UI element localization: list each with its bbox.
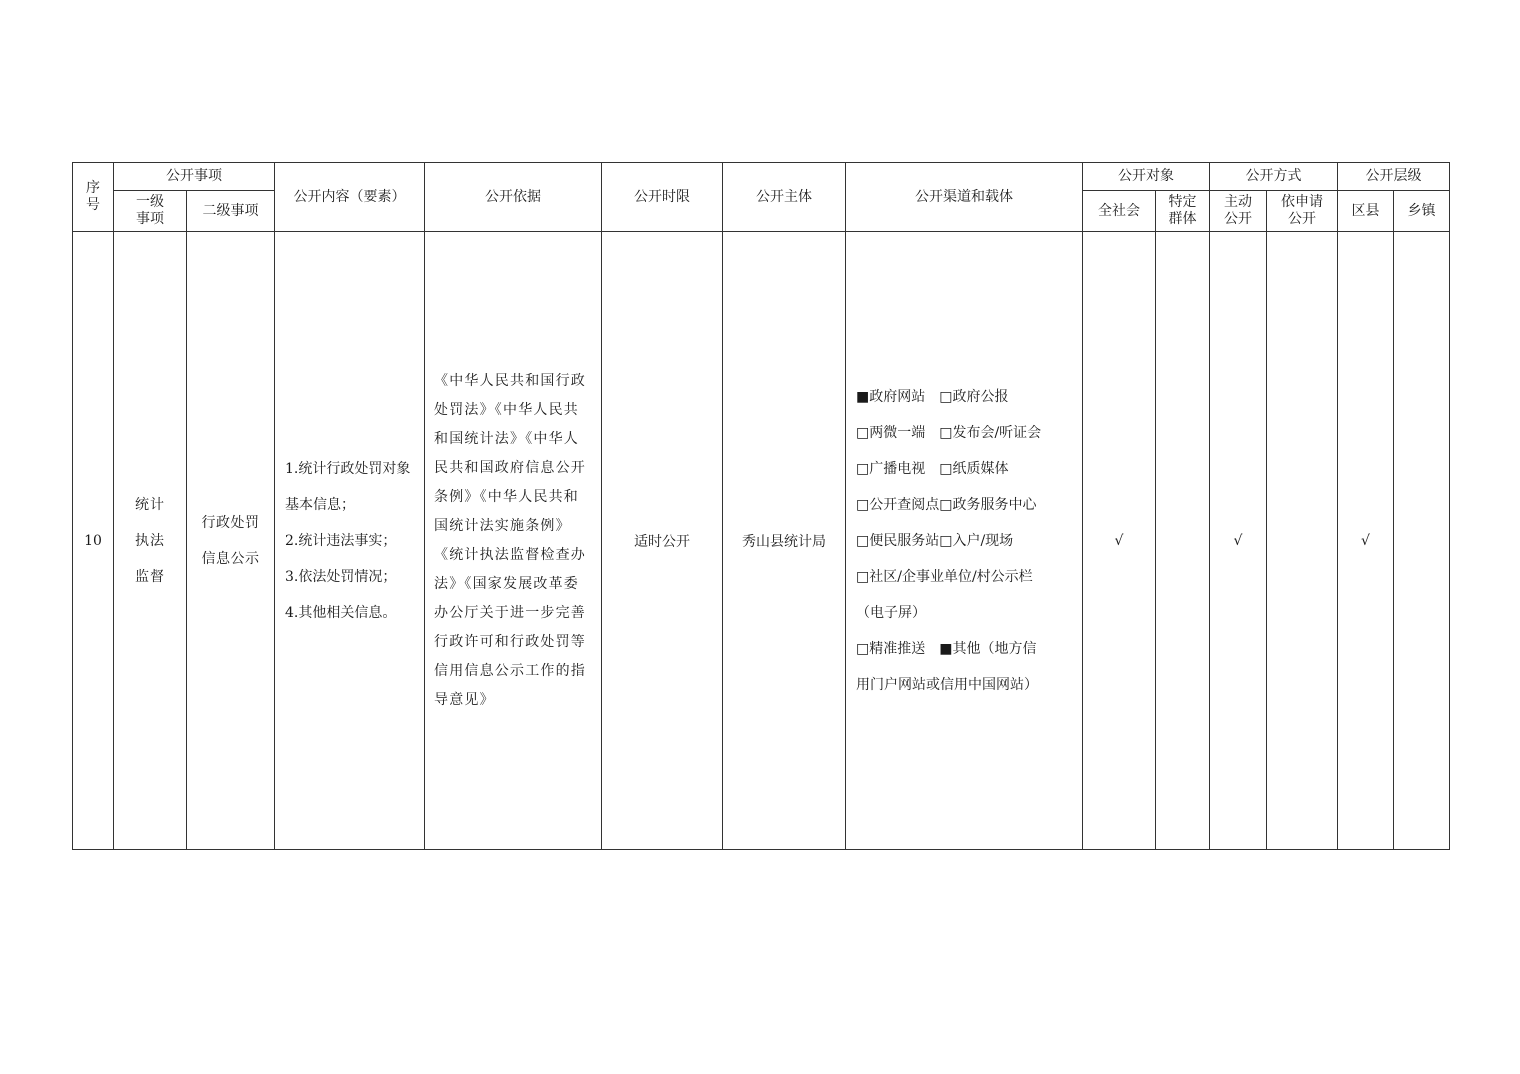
header-basis: 公开依据 — [425, 163, 602, 232]
header-target: 公开对象 — [1083, 163, 1210, 191]
channel-line-5: □便民服务站□入户/现场 — [856, 532, 1014, 549]
header-matter: 公开事项 — [114, 163, 275, 191]
header-channel: 公开渠道和载体 — [846, 163, 1083, 232]
header-level: 公开层级 — [1338, 163, 1450, 191]
channel-line-3: □广播电视 □纸质媒体 — [856, 460, 1009, 477]
header-level2: 二级事项 — [187, 191, 275, 232]
cell-subject: 秀山县统计局 — [723, 232, 846, 850]
cell-channel — [846, 232, 1083, 850]
cell-level2: 行政处罚信息公示 — [187, 232, 275, 850]
header-method-apply: 依申请公开 — [1267, 191, 1338, 232]
table-row — [73, 232, 1450, 850]
cell-time-limit: 适时公开 — [602, 232, 723, 850]
cell-method-apply-check — [1267, 232, 1338, 850]
header-target-specific: 特定群体 — [1156, 191, 1210, 232]
header-level1: 一级事项 — [114, 191, 187, 232]
cell-content — [275, 232, 425, 850]
cell-target-all-check: √ — [1083, 232, 1156, 850]
header-content: 公开内容（要素） — [275, 163, 425, 232]
header-row-1 — [73, 163, 1450, 191]
content-item-2: 2.统计违法事实； — [285, 532, 397, 549]
header-level-county: 区县 — [1338, 191, 1394, 232]
header-method: 公开方式 — [1210, 163, 1338, 191]
channel-line-2: □两微一端 □发布会/听证会 — [856, 424, 1042, 441]
channel-line-7: （电子屏） — [856, 604, 926, 621]
header-seq: 序号 — [73, 163, 114, 232]
channel-line-8: □精准推送 ■其他（地方信 — [856, 640, 1037, 657]
disclosure-table — [72, 162, 1450, 850]
cell-target-specific-check — [1156, 232, 1210, 850]
cell-level1: 统计执法监督 — [114, 232, 187, 850]
cell-level-county-check: √ — [1338, 232, 1394, 850]
header-subject: 公开主体 — [723, 163, 846, 232]
header-time-limit: 公开时限 — [602, 163, 723, 232]
header-target-all: 全社会 — [1083, 191, 1156, 232]
cell-basis: 《中华人民共和国行政处罚法》《中华人民共和国统计法》《中华人民共和国政府信息公开条例》《中华人民共和国统计法实施条例》《统计执法监督检查办法》《国家发展改革委办公厅关于进一步完善行政许可和行政处罚等信用信息公示工作的指导意见》 — [425, 232, 602, 850]
cell-method-active-check: √ — [1210, 232, 1267, 850]
header-method-active: 主动公开 — [1210, 191, 1267, 232]
channel-line-9: 用门户网站或信用中国网站） — [856, 676, 1038, 693]
channel-line-1: ■政府网站 □政府公报 — [856, 388, 1009, 405]
content-item-3: 3.依法处罚情况； — [285, 568, 397, 585]
content-item-1: 1.统计行政处罚对象基本信息； — [285, 460, 411, 513]
cell-seq: 10 — [73, 232, 114, 850]
channel-line-6: □社区/企事业单位/村公示栏 — [856, 568, 1033, 585]
header-level-town: 乡镇 — [1394, 191, 1450, 232]
channel-line-4: □公开查阅点□政务服务中心 — [856, 496, 1037, 513]
content-item-4: 4.其他相关信息。 — [285, 604, 397, 621]
cell-level-town-check — [1394, 232, 1450, 850]
